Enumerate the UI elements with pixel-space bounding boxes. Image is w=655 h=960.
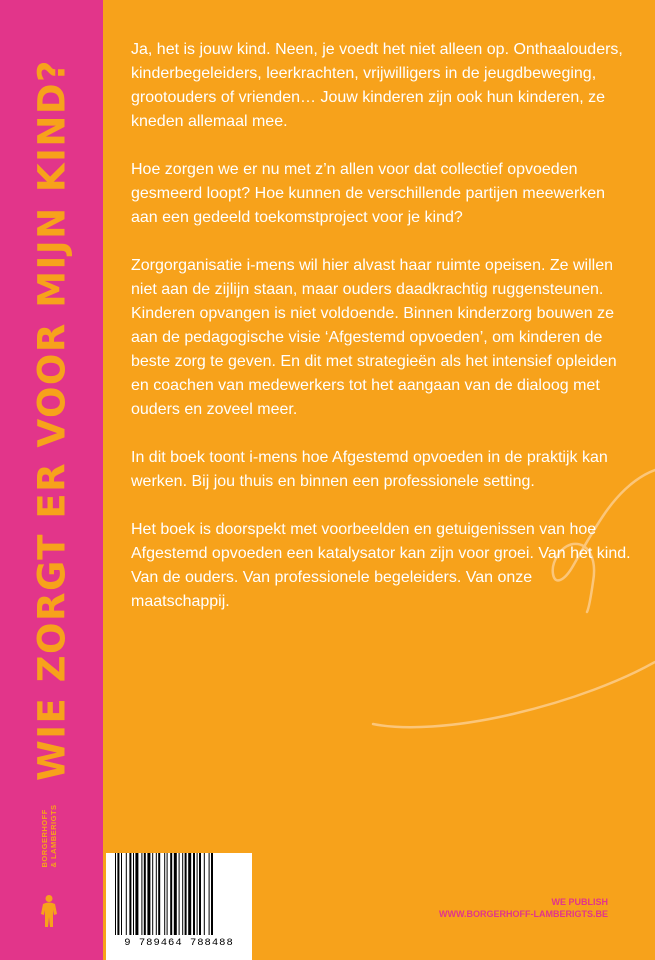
spine — [0, 0, 103, 960]
blurb-paragraph-1: Ja, het is jouw kind. Neen, je voedt het niet alleen op. Onthaalouders, kinderbegeleiders, leerkrachten, vrijwilligers in de jeugdbeweging, grootouders of vrienden… Jouw kinderen zijn ook hun kinderen, ze kneden allemaal mee. — [131, 41, 623, 130]
back-cover-panel — [103, 0, 655, 960]
spine-title: WIE ZORGT ER VOOR MIJN KIND? — [30, 58, 74, 782]
publisher-website: WWW.BORGERHOFF-LAMBERIGTS.BE — [439, 909, 608, 919]
barcode-bars — [114, 853, 244, 935]
blurb-text — [131, 38, 631, 638]
blurb-paragraph-2: Hoe zorgen we er nu met z’n allen voor dat collectief opvoeden gesmeerd loopt? Hoe kunnen de verschillende partijen meewerken aan een gedeeld toekomstproject voor je kind? — [131, 161, 606, 226]
publisher-logo-icon — [38, 894, 60, 928]
blurb-paragraph-4: In dit boek toont i-mens hoe Afgestemd opvoeden in de praktijk kan werken. Bij jou thuis en binnen een professionele setting. — [131, 449, 608, 490]
blurb-paragraph-3: Zorgorganisatie i-mens wil hier alvast haar ruimte opeisen. Ze willen niet aan de zijlijn staan, maar ouders daadkrachtig ruggensteunen. Kinderen opvangen is niet voldoende. Binnen kinderzorg bouwen ze aan de pedagogische visie ‘Afgestemd opvoeden’, om kinderen de beste zorg te geven. En dit met strategieën als het intensief opleiden en coachen van medewerkers tot het aangaan van de dialoog met ouders en zoveel meer. — [131, 257, 617, 418]
spine-publisher-name — [40, 804, 58, 867]
publisher-slogan: WE PUBLISH — [551, 897, 608, 907]
barcode — [106, 853, 252, 960]
spine-publisher-line1: BORGERHOFF — [40, 809, 49, 868]
spine-publisher-line2: & LAMBERIGTS — [49, 804, 58, 868]
blurb-paragraph-5: Het boek is doorspekt met voorbeelden en getuigenissen van hoe Afgestemd opvoeden een katalysator kan zijn voor groei. Van het kind. Van de ouders. Van professionele begeleiders. Van onze maatschappij. — [131, 521, 631, 610]
isbn-number: 9 789464 788488 — [124, 937, 234, 949]
publisher-info — [439, 896, 608, 920]
